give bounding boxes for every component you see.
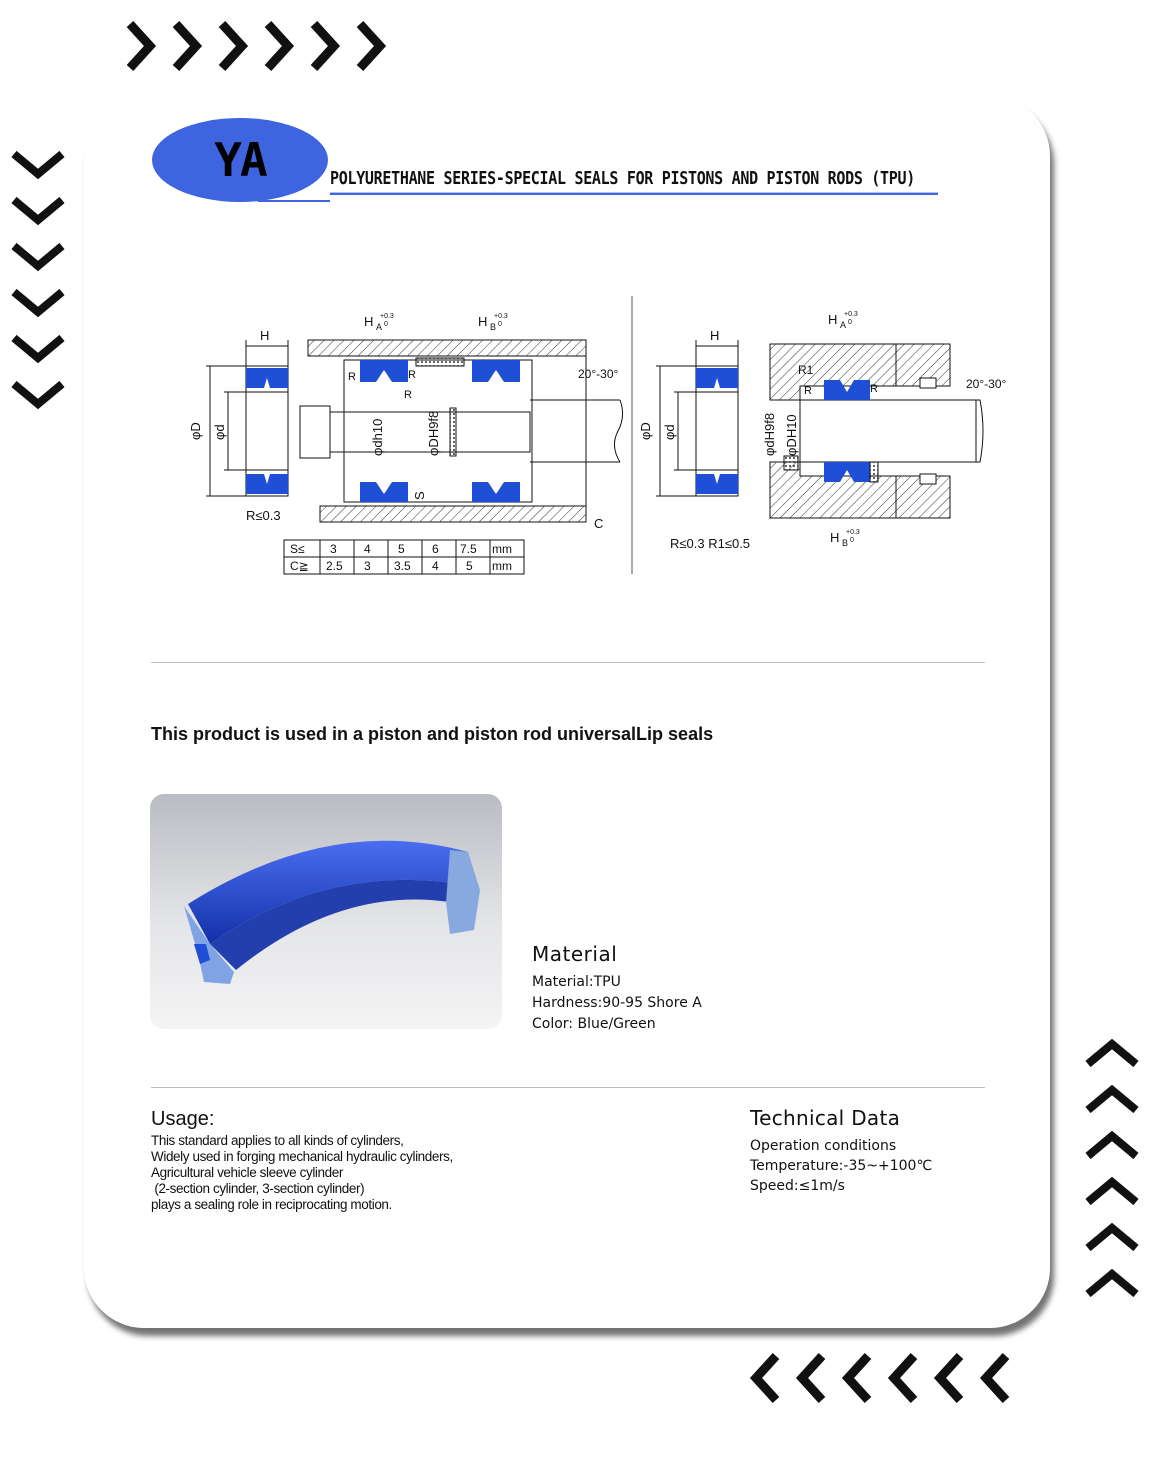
table-cell: mm: [492, 559, 512, 573]
divider: [151, 1087, 985, 1088]
table-cell: 5: [466, 559, 473, 573]
svg-text:20°-30°: 20°-30°: [578, 367, 619, 381]
chevrons-down-left-icon: [10, 146, 68, 422]
material-section: [532, 942, 702, 1035]
svg-text:φD: φD: [638, 422, 653, 440]
svg-text:B: B: [842, 538, 849, 548]
technical-line: Temperature:-35~+100℃: [750, 1158, 933, 1174]
usage-line: plays a sealing role in reciprocating motion.: [151, 1197, 392, 1212]
table-cell: 2.5: [326, 559, 343, 573]
page-title: POLYURETHANE SERIES-SPECIAL SEALS FOR PISTONS AND PISTON RODS (TPU): [330, 167, 938, 195]
svg-text:H: H: [364, 314, 374, 329]
seal-technical-drawing: [180, 296, 1020, 581]
material-heading: Material: [532, 942, 618, 966]
technical-line: Speed:≤1m/s: [750, 1178, 845, 1194]
table-cell: S≤: [290, 542, 305, 556]
table-cell: 4: [432, 559, 439, 573]
usage-line: Agricultural vehicle sleeve cylinder: [151, 1165, 343, 1180]
svg-text:φdh10: φdh10: [370, 418, 385, 456]
usage-heading: Usage:: [151, 1108, 215, 1130]
table-cell: 6: [432, 542, 439, 556]
svg-text:+0.3: +0.3: [380, 313, 394, 320]
svg-text:φD: φD: [188, 422, 203, 440]
chevrons-up-right-icon: [1084, 1036, 1142, 1312]
svg-text:R: R: [348, 371, 356, 383]
svg-text:A: A: [840, 320, 847, 330]
svg-text:R: R: [870, 383, 878, 395]
divider: [151, 662, 985, 663]
chevrons-left-bottom-icon: [748, 1350, 1028, 1406]
table-cell: 3: [364, 559, 371, 573]
title-underline: [258, 200, 330, 202]
svg-text:R≤0.3: R≤0.3: [246, 508, 281, 523]
product-usage-headline: This product is used in a piston and piston rod universalLip seals: [151, 724, 714, 744]
svg-text:φd: φd: [662, 424, 677, 440]
svg-text:C: C: [594, 516, 604, 531]
svg-text:0: 0: [850, 537, 854, 544]
chevrons-right-top-icon: [122, 18, 402, 74]
usage-line: (2-section cylinder, 3-section cylinder): [151, 1181, 365, 1196]
svg-text:φDH9f8: φDH9f8: [426, 410, 441, 456]
table-cell: mm: [492, 542, 512, 556]
svg-text:H: H: [260, 328, 270, 343]
svg-text:H: H: [710, 328, 720, 343]
technical-data-section: [750, 1106, 932, 1196]
lip-seal-image: [150, 794, 502, 1029]
table-cell: 3.5: [394, 559, 411, 573]
svg-text:φd: φd: [212, 424, 227, 440]
usage-section: [151, 1108, 453, 1213]
svg-text:R: R: [408, 369, 416, 381]
svg-text:B: B: [490, 322, 497, 332]
svg-text:φDH10: φDH10: [784, 414, 799, 456]
svg-text:H: H: [830, 530, 840, 545]
svg-text:H: H: [828, 312, 838, 327]
svg-text:0: 0: [848, 319, 852, 326]
material-line: Color: Blue/Green: [532, 1016, 656, 1032]
svg-text:φdH9f8: φdH9f8: [762, 412, 777, 456]
svg-text:+0.3: +0.3: [846, 529, 860, 536]
svg-text:0: 0: [384, 321, 388, 328]
table-cell: 5: [398, 542, 405, 556]
series-badge: YA: [152, 118, 328, 202]
svg-text:20°-30°: 20°-30°: [966, 377, 1007, 391]
svg-text:A: A: [376, 322, 383, 332]
svg-text:R: R: [804, 385, 812, 397]
svg-text:R1: R1: [798, 363, 814, 377]
svg-text:+0.3: +0.3: [494, 313, 508, 320]
product-photo: [150, 794, 502, 1029]
svg-text:+0.3: +0.3: [844, 311, 858, 318]
table-cell: 7.5: [460, 542, 477, 556]
technical-heading: Technical Data: [750, 1106, 901, 1130]
material-line: Material:TPU: [532, 974, 621, 990]
svg-text:R≤0.3 R1≤0.5: R≤0.3 R1≤0.5: [670, 536, 751, 551]
table-cell: 3: [330, 542, 337, 556]
material-line: Hardness:90-95 Shore A: [532, 995, 702, 1011]
svg-text:H: H: [478, 314, 488, 329]
usage-line: Widely used in forging mechanical hydraulic cylinders,: [151, 1149, 453, 1164]
svg-text:R: R: [404, 389, 412, 401]
technical-line: Operation conditions: [750, 1138, 897, 1154]
svg-text:0: 0: [498, 321, 502, 328]
table-cell: C≧: [290, 559, 309, 573]
table-cell: 4: [364, 542, 371, 556]
usage-line: This standard applies to all kinds of cylinders,: [151, 1133, 404, 1148]
svg-text:S: S: [412, 491, 427, 500]
